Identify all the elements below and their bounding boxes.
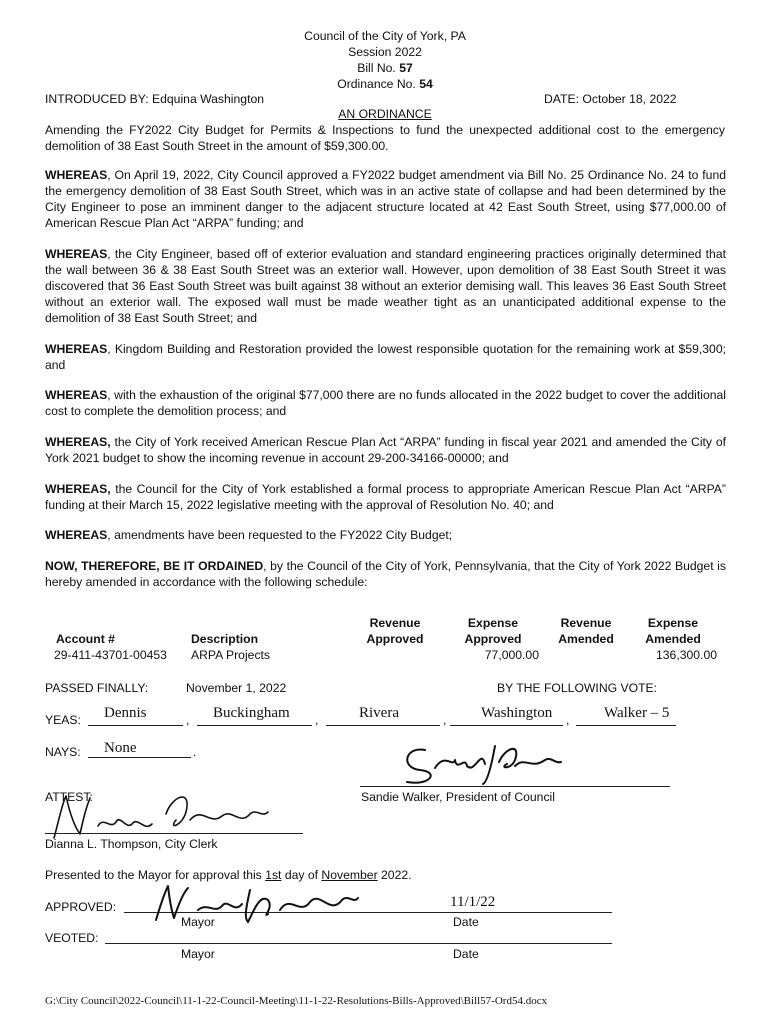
header-account: Account # [56, 632, 115, 646]
approved-date: 11/1/22 [450, 894, 496, 910]
clause-lead: WHEREAS, [45, 435, 111, 449]
clause-lead: WHEREAS [45, 168, 108, 182]
clause-text: , by the Council of the City of York, Pennsylvania, that the City of York 2022 Budget is hereby amended in accordance with the following schedule: [45, 559, 726, 589]
nays-value: None [104, 740, 137, 756]
clause-1 [45, 167, 726, 231]
clause-lead: WHEREAS, [45, 482, 111, 496]
row-expense-approved: 77,000.00 [484, 648, 539, 662]
clause-text: , On April 19, 2022, City Council approved a FY2022 budget amendment via Bill No. 25 Ordinance No. 24 to fund the emergency demolition of 38 East South Street, which was in an active state of collapse and had been determined by the City Engineer to pose an imminent danger to the adjacent structure located at 42 East South Street, using $77,000.00 of American Rescue Plan Act “ARPA” funding; and [45, 168, 726, 230]
president-name: Sandie Walker, President of Council [361, 790, 555, 804]
mayor-label-2: Mayor [181, 947, 215, 961]
clause-lead: WHEREAS [45, 388, 108, 402]
bill-prefix: Bill No. [357, 61, 400, 75]
nays-label: NAYS: [45, 745, 81, 759]
ordinance-heading: AN ORDINANCE [338, 107, 432, 121]
clause-2 [45, 246, 726, 326]
clause-5 [45, 434, 726, 466]
council-title: Council of the City of York, PA [304, 29, 466, 43]
clause-4 [45, 387, 726, 419]
veto-label: VEOTED: [45, 931, 99, 945]
passed-label: PASSED FINALLY: [45, 681, 149, 695]
attest-label: ATTEST: [45, 790, 93, 804]
clause-lead: WHEREAS [45, 342, 108, 356]
presented-line: Presented to the Mayor for approval this 1st day of November 2022. [45, 868, 412, 882]
introduced-by: INTRODUCED BY: Edquina Washington [45, 92, 265, 106]
header-expense-approved: Expense Approved [464, 616, 522, 646]
header-expense-amended: Expense Amended [645, 616, 701, 646]
row-description: ARPA Projects [191, 648, 271, 662]
yea-vote: Rivera [359, 705, 399, 721]
date-label: Date [453, 915, 479, 929]
clause-lead: NOW, THEREFORE, BE IT ORDAINED [45, 559, 264, 573]
header-revenue-approved: Revenue Approved [366, 616, 424, 646]
date-label-2: Date [453, 947, 479, 961]
row-expense-amended: 136,300.00 [656, 648, 717, 662]
header-revenue-amended: Revenue Amended [558, 616, 614, 646]
ord-prefix: Ordinance No. [337, 77, 420, 91]
row-account: 29-411-43701-00453 [54, 648, 167, 662]
clerk-name: Dianna L. Thompson, City Clerk [45, 837, 218, 851]
clause-lead: WHEREAS [45, 247, 108, 261]
yea-vote: Washington [481, 705, 553, 721]
yea-vote: Dennis [104, 705, 147, 721]
ordinance-number [0, 76, 770, 92]
clause-6 [45, 481, 726, 513]
mayor-label: Mayor [181, 915, 215, 929]
clause-text: , with the exhaustion of the original $77,000 there are no funds allocated in the 2022 budget to cover the additional cost to complete the demolition process; and [45, 388, 726, 418]
document-date: DATE: October 18, 2022 [544, 92, 677, 106]
ord-no: 54 [419, 77, 433, 91]
clause-text: , amendments have been requested to the FY2022 City Budget; [107, 528, 453, 542]
clause-lead: WHEREAS [45, 528, 108, 542]
passed-date: November 1, 2022 [186, 681, 287, 695]
approved-label: APPROVED: [45, 900, 117, 914]
bill-number [0, 60, 770, 76]
clause-8 [45, 558, 726, 590]
header-description: Description [191, 632, 259, 646]
clause-3 [45, 341, 726, 373]
clause-text: the City of York received American Rescue Plan Act “ARPA” funding in fiscal year 2021 and amended the City of York 2021 budget to show the incoming revenue in account 29-200-34166-00000; and [45, 435, 726, 465]
clause-text: , Kingdom Building and Restoration provided the lowest responsible quotation for the remaining work at $59,300; and [45, 342, 726, 372]
session-line: Session 2022 [348, 45, 422, 59]
ordinance-summary: Amending the FY2022 City Budget for Permits & Inspections to fund the unexpected additional cost to the emergency demolition of 38 East South Street in the amount of $59,300.00. [45, 123, 725, 153]
yea-vote: Buckingham [213, 705, 290, 721]
yeas-label: YEAS: [45, 713, 81, 727]
file-path-footer: G:\City Council\2022-Council\11-1-22-Council-Meeting\11-1-22-Resolutions-Bills-Approved\Bill57-Ord54.docx [45, 995, 548, 1007]
bill-no: 57 [399, 61, 413, 75]
clause-7 [45, 527, 726, 543]
clause-text: , the City Engineer, based off of exterior evaluation and standard engineering practices originally determined that the wall between 36 & 38 East South Street was an exterior wall. However, upon demolition of 38 East South Street it was discovered that 36 East South Street was built against 38 without an exterior demising wall. This leaves 36 East South Street without an exterior wall. The exposed wall must be made weather tight as an unanticipated additional expense to the demolition of 38 East South Street; and [45, 247, 726, 325]
president-signature [395, 738, 565, 788]
vote-heading: BY THE FOLLOWING VOTE: [497, 681, 658, 695]
yea-vote: Walker – 5 [604, 705, 670, 721]
clause-text: the Council for the City of York established a formal process to appropriate American Rescue Plan Act “ARPA” funding at their March 15, 2022 legislative meeting with the approval of Resolution No. 40; and [45, 482, 726, 512]
